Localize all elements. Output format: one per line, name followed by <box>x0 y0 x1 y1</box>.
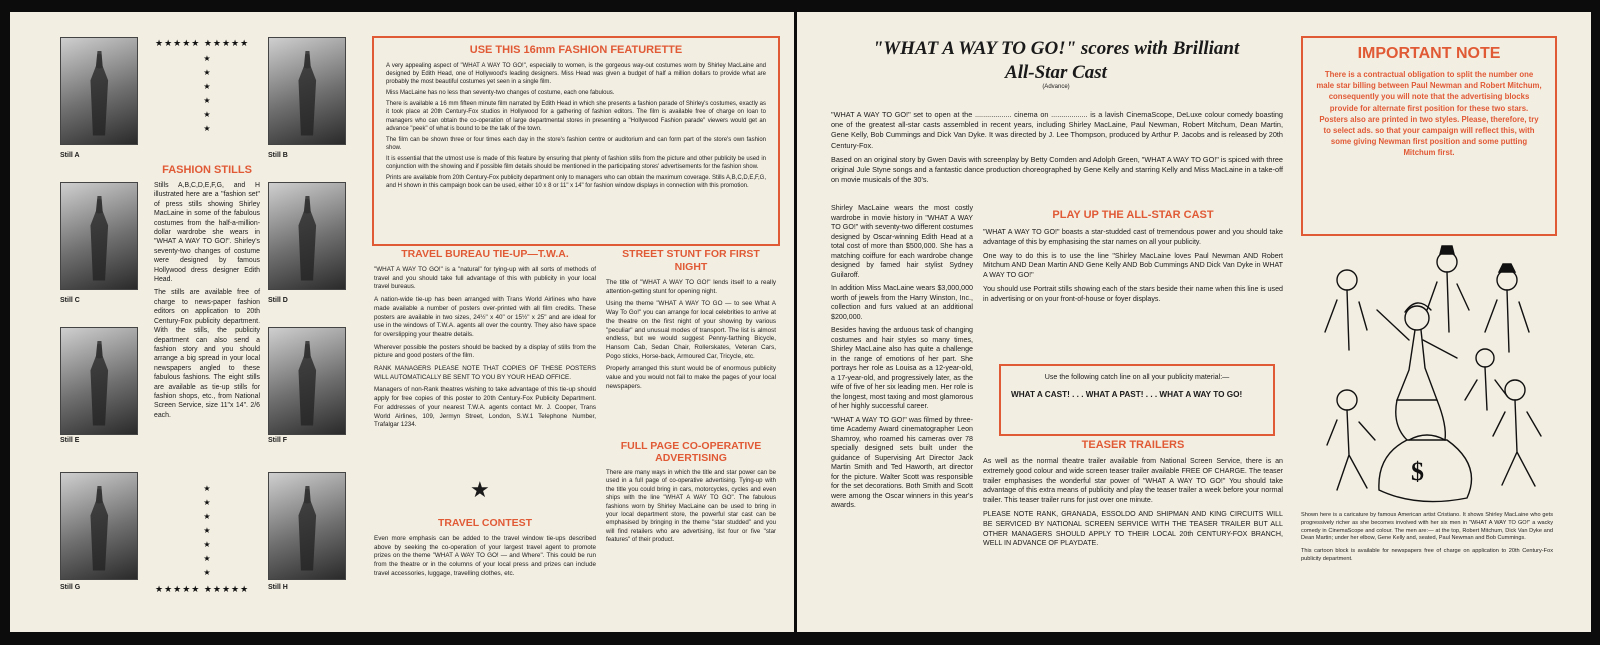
teaser-title: TEASER TRAILERS <box>1081 439 1185 451</box>
coop-title: FULL PAGE CO-OPERATIVE ADVERTISING <box>620 440 762 464</box>
headline-line-2: All-Star Cast <box>1005 62 1107 83</box>
important-note-title: IMPORTANT NOTE <box>1357 45 1501 62</box>
travel-bureau-section <box>374 248 596 434</box>
allstar-p3: You should use Portrait stills showing each of the stars beside their name when this line is used in advertising or on your front-of-house or foyer displays. <box>983 284 1283 303</box>
street-stunt-title: STREET STUNT FOR FIRST NIGHT <box>622 248 760 273</box>
important-note-body: There is a contractual obligation to split the number one male star billing between Paul Newman and Robert Mitchum, consequently you will note that the advertising blocks provide for alternate first position for these two stars. Posters also are printed in two styles. Please, therefore, try to select ads. so that your campaign will reflect this, with some giving Newman first position and some putting Mitchum first. <box>1316 70 1542 158</box>
catch-line: WHAT A CAST! . . . WHAT A PAST! . . . WHAT A WAY TO GO! <box>1011 389 1243 399</box>
article-p1: Shirley MacLaine wears the most costly wardrobe in movie history in "WHAT A WAY TO GO!" with seventy-two different costumes designed by Oscar-winning Edith Head at a total cost of more than $500,000. She has a matching coiffure for each wardrobe change designed by famed hair stylist Sydney Guilaroff. <box>831 204 973 279</box>
still-f-caption: Still F <box>268 437 288 444</box>
star-column-top: ★ ★ ★ ★ ★ ★ <box>203 54 211 133</box>
travel-bureau-title: TRAVEL BUREAU TIE-UP—T.W.A. <box>401 248 569 260</box>
street-stunt-section <box>606 248 776 395</box>
still-b-photo <box>268 37 346 145</box>
intro-p1: "WHAT A WAY TO GO!" set to open at the .................. cinema on .................. is a lavish CinemaScope, DeLuxe colour comedy boasting one of the greatest all-star casts assembled in recent years, including Shirley MacLaine, Paul Newman, Robert Mitchum, Dean Martin, Gene Kelly, Bob Cummings and Dick Van Dyke. It was directed by J. Lee Thompson, produced by Arthur P. Jacobs and is released by 20th Century-Fox. <box>831 110 1283 150</box>
still-b-caption: Still B <box>268 152 288 159</box>
featurette-p3: There is available a 16 mm fifteen minute film narrated by Edith Head in which she presents a fashion parade of Shirley's costumes, exactly as it took place at 20th Century-Fox studios in Hollywood for a gathering of fashion editors. The film is available free of charge on loan to managers who can obtain the co-operation of large departmental stores in presenting a "Hollywood Fashion parade" viewers would get an advance "peek" of what is bound to be the talk of the town. <box>386 101 766 132</box>
street-stunt-p1: The title of "WHAT A WAY TO GO!" lends itself to a really attention-getting stunt for opening night. <box>606 279 776 295</box>
travel-bureau-p1: "WHAT A WAY TO GO!" is a "natural" for tying-up with all sorts of methods of travel and you should take full advantage of this with publicity in your local travel bureaus. <box>374 266 596 291</box>
star-column-bottom: ★ ★ ★ ★ ★ ★ ★ <box>203 484 211 577</box>
fashion-stills-body2: The stills are available free of charge to news-paper fashion editors on application to 20th Century-Fox publicity department. With the stills, the publicity department can also send a fashion story and you should arrange a big spread in your local newspapers angled to these fabulous fashions. The eight stills are available as tie-up stills for fashion shops, etc., from National Screen Service, size 11"x 14". 2/6 each. <box>154 289 260 419</box>
still-h-photo <box>268 472 346 580</box>
fashion-stills-body: Stills A,B,C,D,E,F,G, and H illustrated here are a "fashion set" of press stills showing Shirley MacLaine in some of the fabulous costumes from the half-a-million-dollar wardrobe she wears in "WHAT A WAY TO GO!". Shirley's seventy-two changes of costume were designed by famous Hollywood dress designer Edith Head. <box>154 182 260 284</box>
important-note-box <box>1301 36 1557 236</box>
left-page <box>10 12 794 632</box>
teaser-p1: As well as the normal theatre trailer available from National Screen Service, there is an extremely good colour and wide screen teaser trailer available FREE OF CHARGE. The teaser trailer emphasises the wonderful star power of "WHAT A WAY TO GO!" You should take advantage of this extra means of publicity and play the teaser trailer a week before your normal trailer. This teaser trailer runs for just over one minute. <box>983 457 1283 505</box>
cartoon-caption-2: This cartoon block is available for newspapers free of charge on application to 20th Century-Fox publicity department. <box>1301 548 1553 562</box>
travel-bureau-p5: Managers of non-Rank theatres wishing to take advantage of this tie-up should apply for free copies of this poster to 20th Century-Fox Publicity Department. For addresses of your nearest T.W.A. agents contact Mr. J. Cooper, Trans World Airlines, 109, Jermyn Street, London, S.W.1 Telephone Number, Trafalgar 1234. <box>374 386 596 429</box>
money-bag-dollar: $ <box>1411 457 1424 486</box>
still-d-caption: Still D <box>268 297 288 304</box>
still-f-photo <box>268 327 346 435</box>
intro-section <box>831 110 1283 189</box>
right-page <box>797 12 1591 632</box>
street-stunt-p2: Using the theme "WHAT A WAY TO GO — to see What A Way To Go!" you can arrange for local celebrities to arrive at the theatre on the first night of your showing by various "peculiar" and unusual modes of transport. The list is almost endless, but we would suggest Penny-farthing Bicycle, Hansom Cab, Sedan Chair, Rollerskates, Veteran Cars, Pogo sticks, Horse-back, Armoured Car, Tricycle, etc. <box>606 300 776 360</box>
allstar-p2: One way to do this is to use the line "Shirley MacLaine loves Paul Newman AND Robert Mitchum AND Dean Martin AND Gene Kelly AND Bob Cummings AND Dick Van Dyke in WHAT A WAY TO GO!" <box>983 251 1283 280</box>
travel-bureau-p4: RANK MANAGERS PLEASE NOTE THAT COPIES OF THESE POSTERS WILL AUTOMATICALLY BE SENT TO YOU BY YOUR HEAD OFFICE. <box>374 365 596 381</box>
cartoon-caption: Shown here is a caricature by famous American artist Cristiano. It shows Shirley MacLaine who gets progressively richer as she becomes involved with her six men in "WHAT A WAY TO GO!" a wacky comedy in CinemaScope and colour. The men are:— at the top, Robert Mitchum, Dick Van Dyke and Dean Martin; under her elbow, Gene Kelly and, seated, Paul Newman and Bob Cummings. <box>1301 512 1553 542</box>
headline-advance: (Advance) <box>1042 84 1070 90</box>
teaser-section <box>983 439 1283 553</box>
big-star: ★ <box>470 477 490 502</box>
featurette-p5: It is essential that the utmost use is made of this feature by ensuring that plenty of fashion stills from the picture and other publicity be used in conjunction with the showing and if possible film details should be mentioned in the participating stores' advertisements for the fashion show. <box>386 155 766 171</box>
still-e-photo <box>60 327 138 435</box>
still-h-caption: Still H <box>268 584 288 591</box>
catch-line-box <box>999 364 1275 436</box>
featurette-box <box>372 36 780 246</box>
article-p4: "WHAT A WAY TO GO!" was filmed by three-time Academy Award cinematographer Leon Shamroy, who roamed his cameras over 78 specially designed sets built under the guidance of Supervising Art Director Jack Martin Smith and Ted Haworth, art director for the picture. Walter Scott was responsible for the set decorations. Both Smith and Scott were among the Oscar winners in this year's awards. <box>831 415 973 509</box>
still-a-photo <box>60 37 138 145</box>
featurette-p6: Prints are available from 20th Century-Fox publicity department only to managers who can obtain the maximum coverage. Stills A,B,C,D,E,F,G, and H shown in this campaign book can be used, either 10 x 8 or 11" x 14" for fashion window displays in connection with this promotion. <box>386 175 766 190</box>
article-p3: Besides having the arduous task of changing costumes and hair styles so many times, Shirley MacLaine also has quite a challenge in the range of emotions of her part. She portrays her role as Louisa as a 12-year-old, a 17-year-old, and progressively later, as the wife of five of her six leading men. Her role is the longest, most taxing and most glamorous of her highly successful career. <box>831 326 973 410</box>
still-g-caption: Still G <box>60 584 81 591</box>
travel-contest-section <box>374 517 596 583</box>
headline-line-1: "WHAT A WAY TO GO!" scores with Brilliant <box>872 38 1240 59</box>
article-column <box>831 204 973 515</box>
article-p2: In addition Miss MacLaine wears $3,000,000 worth of jewels from the Harry Winston, Inc., collection and furs valued at an additional $200,000. <box>831 284 973 321</box>
headline <box>831 38 1281 90</box>
star-row-bottom: ★★★★★ ★★★★★ <box>155 584 250 594</box>
catch-line-intro: Use the following catch line on all your publicity material:— <box>1044 373 1230 381</box>
travel-contest-title: TRAVEL CONTEST <box>437 517 533 529</box>
cartoon-caption-section <box>1301 512 1553 568</box>
caricature-drawing <box>1297 240 1569 508</box>
travel-contest-p1: Even more emphasis can be added to the travel window tie-ups described above by seeking the co-operation of your largest travel agent to promote prizes on the theme "WHAT A WAY TO GO! — and Where". This could be run from the theatre or in the columns of your local press and prizes can include travel accessories, luggage, travelling clothes, etc. <box>374 535 596 577</box>
street-stunt-p3: Properly arranged this stunt would be of enormous publicity value and you would not fail to make the pages of your local newspapers. <box>606 365 776 390</box>
allstar-title: PLAY UP THE ALL-STAR CAST <box>1052 209 1214 221</box>
teaser-p2: PLEASE NOTE RANK, GRANADA, ESSOLDO AND SHIPMAN AND KING CIRCUITS WILL BE SERVICED BY NATIONAL SCREEN SERVICE WITH THE TEASER TRAILER BUT ALL OTHER MANAGERS SHOULD APPLY TO THEIR LOCAL 20th CENTURY-FOX BRANCH, WELL IN ADVANCE OF PLAYDATE. <box>983 509 1283 548</box>
still-a-caption: Still A <box>60 152 80 159</box>
featurette-p4: The film can be shown three or four times each day in the store's fashion centre or auditorium and can form part of the store's own fashion show. <box>386 136 766 151</box>
fashion-stills-section <box>154 164 260 424</box>
travel-bureau-p2: A nation-wide tie-up has been arranged with Trans World Airlines who have made available a number of posters over-printed with all film credits. These posters are available in two sizes, 24½" x 40" or 15½" x 25" and are ideal for use in the windows of T.W.A. agents all over the country. They also have space for overslipping your theatre details. <box>374 296 596 338</box>
still-e-caption: Still E <box>60 437 80 444</box>
featurette-p2: Miss MacLaine has no less than seventy-two changes of costume, each one fabulous. <box>386 90 615 97</box>
allstar-section <box>983 209 1283 309</box>
featurette-title: USE THIS 16mm FASHION FEATURETTE <box>469 44 683 56</box>
still-d-photo <box>268 182 346 290</box>
star-row-top: ★★★★★ ★★★★★ <box>155 38 250 48</box>
still-c-caption: Still C <box>60 297 80 304</box>
still-c-photo <box>60 182 138 290</box>
allstar-p1: "WHAT A WAY TO GO!" boasts a star-studded cast of tremendous power and you should take advantage of this by emphasising the star names on all your publicity. <box>983 228 1283 246</box>
still-g-photo <box>60 472 138 580</box>
intro-p2: Based on an original story by Gwen Davis with screenplay by Betty Comden and Adolph Green, "WHAT A WAY TO GO!" is spiced with three original Jule Styne songs and a fantastic dance production choreographed by Gene Kelly and starring Kelly and Miss MacLaine in a take-off on movie musicals of the 30's. <box>831 154 1283 185</box>
coop-p1: There are many ways in which the title and star power can be used in a full page of co-operative advertising. Tying-up with the title you could bring in cars, motorcycles, cycles and even ships with the line "WHAT A WAY TO GO". The fabulous fashions worn by Shirley MacLaine can be used to bring in your local department store, the powerful star cast can be emphasised by bringing in the theme "star studded" and you will find retailers who are advertising, list four or five "star features" of their product. <box>606 469 776 544</box>
coop-section <box>606 440 776 549</box>
featurette-p1: A very appealing aspect of "WHAT A WAY TO GO!", especially to women, is the gorgeous way-out costumes worn by Shirley MacLaine and designed by Edith Head, one of Hollywood's leading designers. Miss Head was given a budget of half a million dollars to provide what are probably the most beautiful costumes yet seen in a single film. <box>386 63 766 86</box>
travel-bureau-p3: Wherever possible the posters should be backed by a display of stills from the picture and good posters of the film. <box>374 343 596 360</box>
fashion-stills-title: FASHION STILLS <box>162 164 252 176</box>
